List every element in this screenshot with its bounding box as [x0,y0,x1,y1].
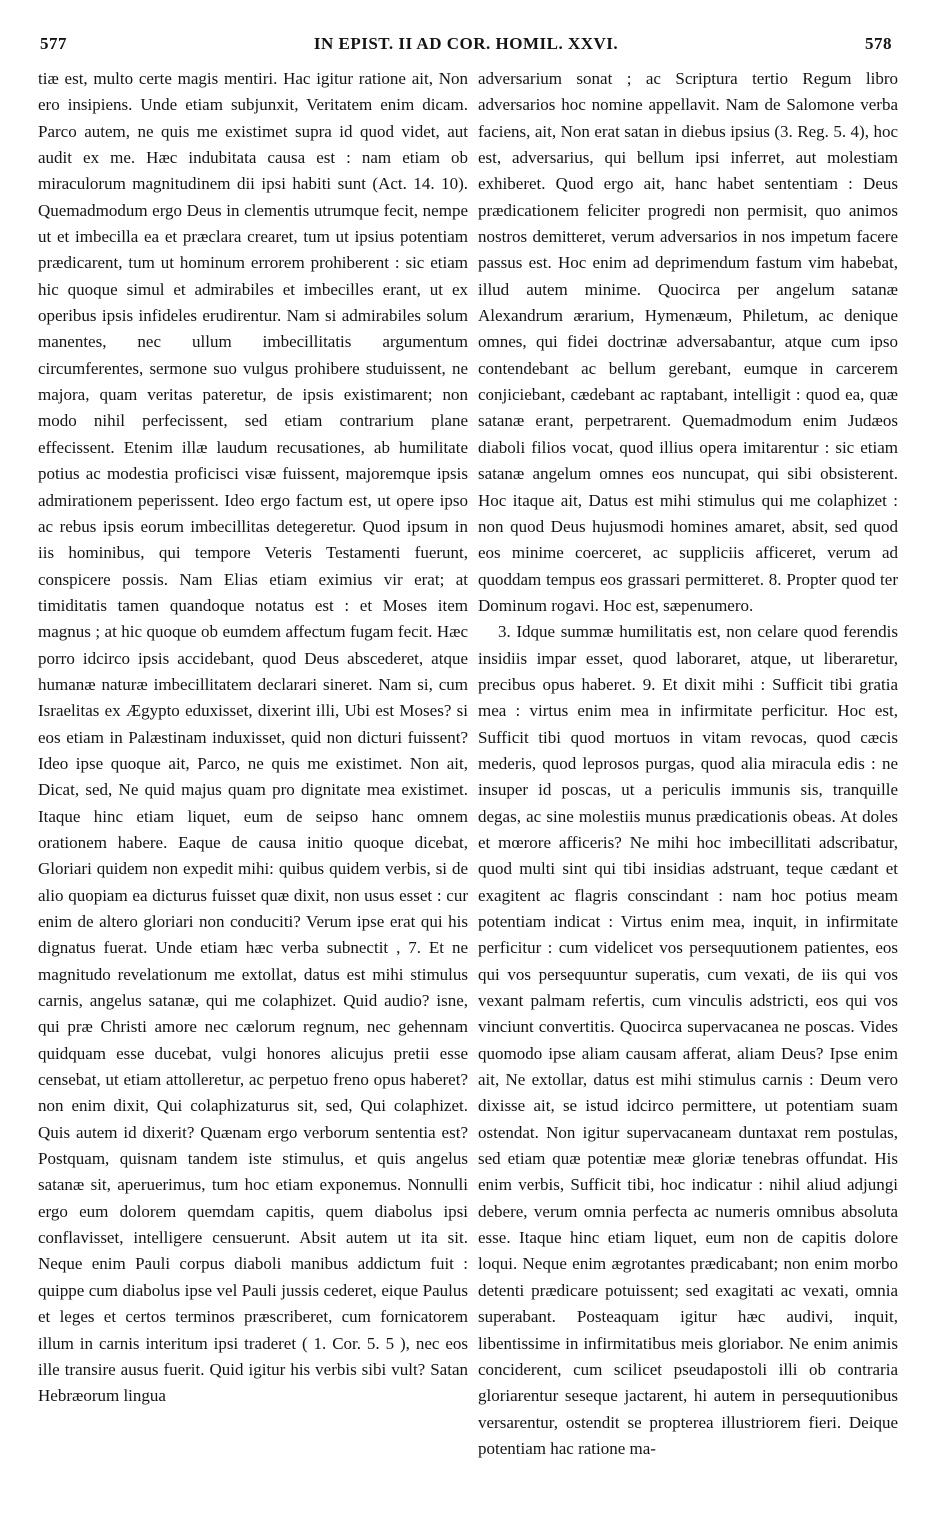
running-header [22,30,910,58]
paragraph: adversarium sonat ; ac Scriptura tertio Regum libro adversarios hoc nomine appellavit. Nam de Salomone verba faciens, ait, Non erat satan in diebus ipsius (3. Reg. 5. 4), hoc est, adversarius, qui bellum ipsi inferret, aut molestiam exhiberet. Quod ergo ait, hanc habet sententiam : Deus prædicationem feliciter progredi non permisit, quo animos nostros demitteret, verum adversarios in nos impetum facere passus est. Hoc enim ad deprimendum fastum vim habebat, illud autem minime. Quocirca per angelum satanæ Alexandrum ærarium, Hymenæum, Philetum, ac denique omnes, qui fidei doctrinæ adversabantur, atque cum ipso contendebant ac bellum gerebant, eumque in carcerem conjiciebant, cædebant ac raptabant, intelligit : quod ea, quæ satanæ erant, perpetrarent. Quemadmodum enim Judæos diaboli filios vocat, quod illius opera imitarentur : sic etiam satanæ angelum omnes eos nuncupat, qui sibi obsisterent. Hoc itaque ait, Datus est mihi stimulus qui me colaphizet : non quod Deus hujusmodi homines amaret, absit, sed quod eos minime coerceret, ac suppliciis afficeret, verum ad quoddam tempus eos grassari permitteret. 8. Propter quod ter Dominum rogavi. Hoc est, sæpenumero. [478,69,898,615]
running-title: IN EPIST. II AD COR. HOMIL. XXVI. [313,34,619,53]
page-number-right: 578 [865,34,892,53]
right-column [478,66,898,1462]
paragraph: 3. Idque summæ humilitatis est, non celare quod ferendis insidiis impar esset, quod laboraret, atque, ut liberaretur, precibus opus haberet. 9. Et dixit mihi : Sufficit tibi gratia mea : virtus enim mea in infirmitate perficitur. Hoc est, Sufficit tibi quod mortuos in vitam revocas, quod cæcis mederis, quod leprosos purgas, quod alia miracula edis : ne insuper id poscas, ut a periculis immunis sis, tranquille degas, ac sine molestiis munus prædicationis obeas. At doles et mœrore afficeris? Ne mihi hoc imbecillitati adscribatur, quod multi sint qui tibi insidias adstruant, teque cædant et exagitent ac flagris conscindant : nam hoc potius meam potentiam indicat : Virtus enim mea, inquit, in infirmitate perficitur : cum videlicet vos persequutionem patientes, eos qui vos persequuntur superatis, cum vexati, de iis qui vos vexant palmam refertis, cum vinculis adstricti, eos qui vos vinciunt convertitis. Quocirca supervacanea ne poscas. Vides quomodo ipse aliam causam afferat, aliam Deus? Ipse enim ait, Ne extollar, datus est mihi stimulus carnis : Deum vero dixisse ait, se istud idcirco permittere, ut potentiam suam ostendat. Non igitur supervacaneam duntaxat rem postulas, sed etiam quæ potentiæ meæ gloriæ tenebras offundat. His enim verbis, Sufficit tibi, hoc indicatur : nihil aliud adjungi debere, verum omnia perfecta ac numeris omnibus absoluta esse. Itaque hinc etiam liquet, eum non de capitis dolore loqui. Neque enim ægrotantes prædicabant; non enim morbo detenti prædicare potuissent; sed exagitati ac vexati, omnia superabant. Posteaquam igitur hæc audivi, inquit, libentissime in infirmitatibus meis gloriabor. Ne enim animis conciderent, cum scilicet pseudapostoli illi ob contraria gloriarentur seseque jactarent, hi autem in persequutionibus versarentur, ostendit se propterea illustriorem fieri. Deique potentiam hac ratione ma- [478,622,898,1458]
page-number-left: 577 [40,34,67,53]
left-column [38,66,468,1410]
paragraph: tiæ est, multo certe magis mentiri. Hac igitur ratione ait, Non ero insipiens. Unde etiam subjunxit, Veritatem enim dicam. Parco autem, ne quis me existimet supra id quod videt, aut audit ex me. Hæc indubitata causa est : nam etiam ob miraculorum magnitudinem dii ipsi habiti sunt (Act. 14. 10). Quemadmodum ergo Deus in clementis utrumque fecit, nempe ut et imbecilla ea et præclara crearet, tum ut ipsius potentiam prædicarent, tum ut hominum errorem prohiberent : sic etiam hic quoque simul et admirabiles et imbecilles erant, ut ex operibus ipsis infideles erudirentur. Nam si admirabiles solum manentes, nec ullum imbecillitatis argumentum circumferentes, sermone suo vulgus prohibere studuissent, ne majora, quam veritas pateretur, de ipsis existimarent; non modo nihil perfecissent, sed etiam contrarium plane effecissent. Etenim illæ laudum recusationes, ab humilitate potius ac modestia proficisci visæ fuissent, majoremque ipsis admirationem peperissent. Ideo ergo factum est, ut opere ipso ac rebus ipsis eorum imbecillitas detegeretur. Quod ipsum in iis hominibus, qui tempore Veteris Testamenti fuerunt, conspicere possis. Nam Elias etiam eximius vir erat; at timiditatis tamen quandoque notatus est : et Moses item magnus ; at hic quoque ob eumdem affectum fugam fecit. Hæc porro idcirco ipsis accidebant, quod Deus abscederet, atque humanæ naturæ imbecillitatem declarari sineret. Nam si, cum Israelitas ex Ægypto eduxisset, dixerint illi, Ubi est Moses? si eos etiam in Palæstinam induxisset, quid non dicturi fuissent? Ideo ipse quoque ait, Parco, ne quis me existimet. Non ait, Dicat, sed, Ne quid majus quam pro dignitate mea existimet. Itaque hinc etiam liquet, eum de seipso hanc omnem orationem habere. Eaque de causa initio quoque dicebat, Gloriari quidem non expedit mihi: quibus quidem verbis, si de alio quopiam ea dicturus fuisset quæ dixit, non usus esset : cur enim de altero gloriari non conduciti? Verum ipse erat qui his dignatus fuerat. Unde etiam hæc verba subnectit , 7. Et ne magnitudo revelationum me extollat, datus est mihi stimulus carnis, angelus satanæ, qui me colaphizet. Quid audio? isne, qui præ Christi amore nec cælorum regnum, nec gehennam quidquam esse ducebat, vulgi honores alicujus pretii esse censebat, ut etiam attolleretur, ac perpetuo freno opus haberet? non enim dixit, Qui colaphizaturus sit, sed, Qui colaphizet. Quis autem id dixerit? Quænam ergo verborum sententia est? Postquam, quisnam tandem iste stimulus, et quis angelus satanæ sit, aperuerimus, tum hoc etiam exponemus. Nonnulli ergo eum dolorem quemdam capitis, quem diabolus ipsi conflavisset, intelligere censuerunt. Absit autem ut ita sit. Neque enim Pauli corpus diaboli manibus addictum fuit : quippe cum diabolus ipse vel Pauli jussis cederet, eique Paulus et leges et certos terminos præscriberet, cum fornicatorem illum in carnis interitum ipsi traderet ( 1. Cor. 5. 5 ), nec eos ille transire ausus fuerit. Quid igitur his verbis sibi vult? Satan Hebræorum lingua [38,69,468,1406]
